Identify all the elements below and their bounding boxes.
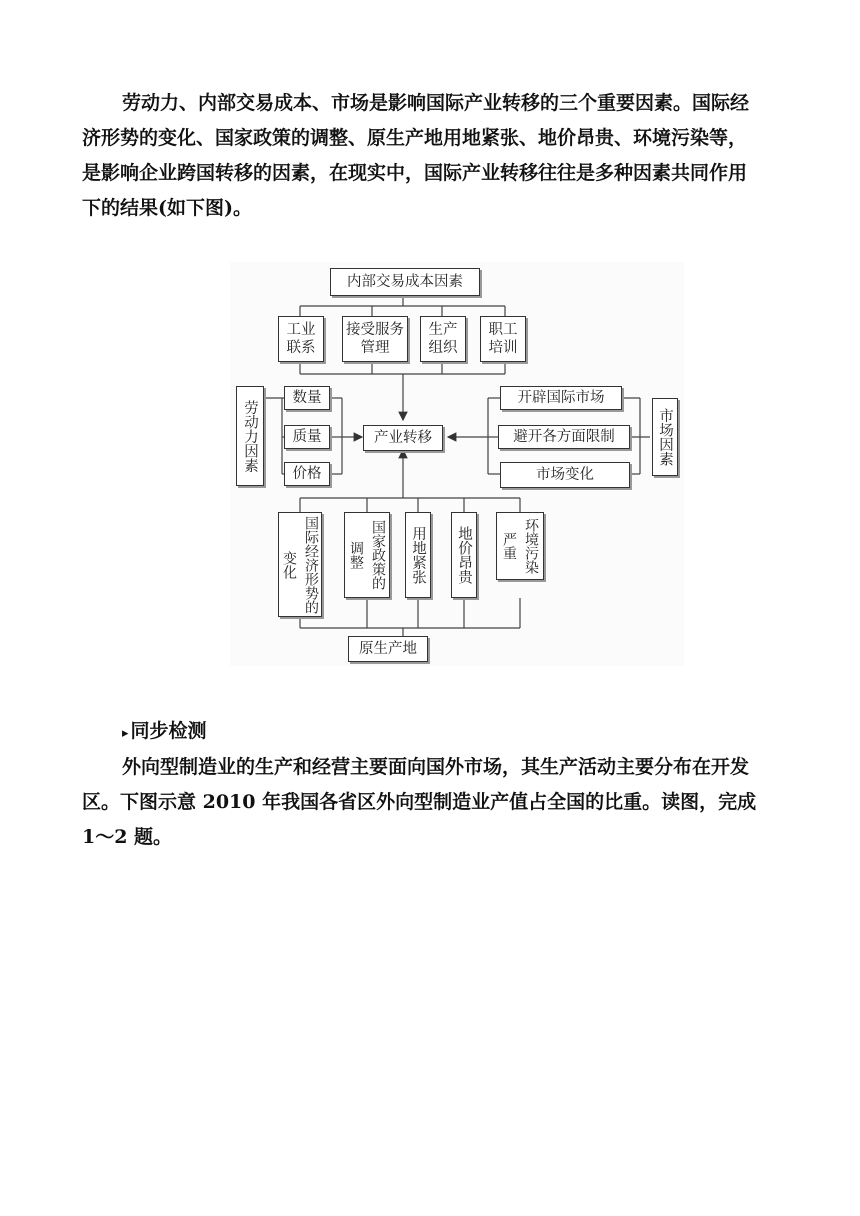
section-title: 同步检测 — [130, 720, 207, 742]
market-change: 市场变化 — [500, 462, 630, 488]
intro-paragraph — [82, 86, 782, 226]
triangle-icon: ▸ — [122, 726, 129, 741]
origin-land-shortage: 用地紧张 — [405, 512, 431, 598]
origin-policy-adjustment: 国家政策的调整 — [344, 512, 390, 598]
intro-line-3: 是影响企业跨国转移的因素，在现实中，国际产业转移往往是多种因素共同作用 — [82, 162, 748, 184]
market-factor-box: 市场因素 — [652, 398, 678, 476]
question-line-3: 1～2 题。 — [82, 826, 173, 848]
factor-industrial-linkage: 工业联系 — [278, 316, 324, 362]
intro-line-1: 劳动力、内部交易成本、市场是影响国际产业转移的三个重要因素。国际经 — [122, 92, 750, 114]
market-avoid-restrictions: 避开各方面限制 — [498, 425, 630, 449]
industry-transfer-box: 产业转移 — [363, 425, 443, 451]
factor-service-management: 接受服务管理 — [342, 316, 408, 362]
labor-factor-box: 劳动力因素 — [236, 386, 264, 486]
industry-transfer-diagram — [230, 262, 684, 666]
internal-cost-factor-box: 内部交易成本因素 — [330, 268, 480, 296]
origin-economic-change: 国际经济形势的变化 — [278, 512, 322, 617]
origin-production-box: 原生产地 — [348, 636, 428, 662]
labor-quantity: 数量 — [284, 386, 330, 410]
question-line-1: 外向型制造业的生产和经营主要面向国外市场，其生产活动主要分布在开发 — [122, 756, 750, 778]
market-open-international: 开辟国际市场 — [500, 386, 622, 410]
question-line-2: 区。下图示意 2010 年我国各省区外向型制造业产值占全国的比重。读图，完成 — [82, 791, 757, 813]
intro-line-4: 下的结果(如下图)。 — [82, 197, 252, 219]
factor-production-organization: 生产组织 — [420, 316, 466, 362]
question-paragraph — [82, 750, 782, 855]
origin-land-price: 地价昂贵 — [451, 512, 477, 598]
labor-quality: 质量 — [284, 425, 330, 449]
labor-price: 价格 — [284, 462, 330, 486]
intro-line-2: 济形势的变化、国家政策的调整、原生产地用地紧张、地价昂贵、环境污染等， — [82, 127, 748, 149]
origin-pollution: 环境污染严重 — [496, 512, 544, 580]
section-heading — [122, 716, 207, 743]
factor-staff-training: 职工培训 — [480, 316, 526, 362]
